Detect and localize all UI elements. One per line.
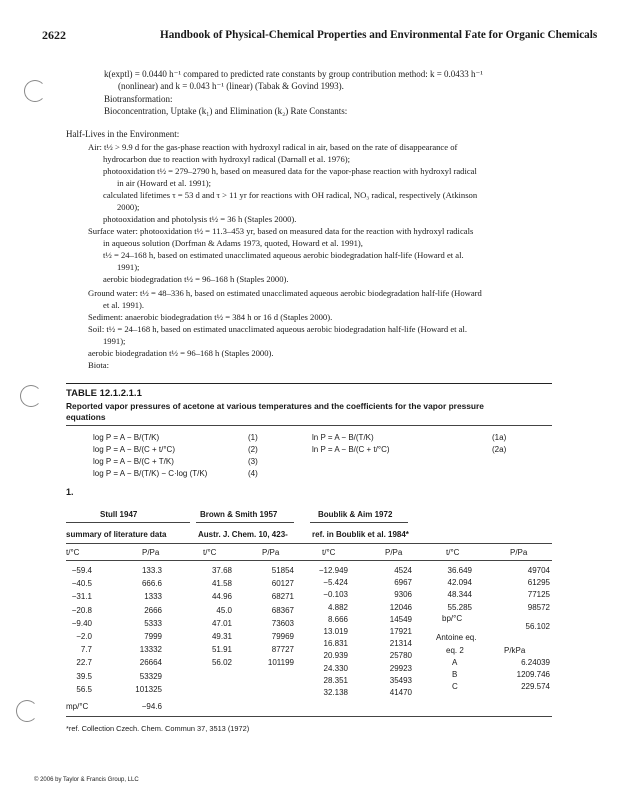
table-cell-t: 51.91 bbox=[211, 645, 232, 655]
table-cell-p: 5333 bbox=[144, 618, 162, 628]
equation-number: (1a) bbox=[492, 433, 507, 442]
half-life-line: in air (Howard et al. 1991); bbox=[117, 178, 212, 188]
table-cell-p: 61295 bbox=[527, 578, 550, 588]
table-cell-p: 51854 bbox=[271, 566, 294, 575]
table-cell-t: 56.5 bbox=[76, 684, 92, 694]
punch-hole-middle bbox=[20, 385, 42, 407]
antoine-coeff-name: A bbox=[452, 658, 458, 667]
half-life-line: photooxidation t½ = 279–2790 h, based on measured data for the vapor-phase reaction with hydroxyl radical bbox=[103, 166, 477, 176]
antoine-coeff-value: 6.24039 bbox=[521, 658, 550, 667]
table-cell-t: −59.4 bbox=[71, 566, 92, 575]
group-sub-boublik: ref. in Boublik et al. 1984* bbox=[312, 530, 409, 539]
group-rule bbox=[196, 522, 294, 523]
table-cell-p: 6967 bbox=[394, 578, 412, 588]
half-life-line: 2000); bbox=[117, 202, 140, 212]
group-sub-stull: summary of literature data bbox=[66, 530, 167, 539]
table-cell-p: 25780 bbox=[389, 651, 412, 661]
table-cell-p: 79969 bbox=[271, 632, 294, 641]
running-title: Handbook of Physical-Chemical Properties and Environmental Fate for Organic Chemicals bbox=[160, 29, 598, 41]
antoine-eq-label: eq. 2 bbox=[446, 646, 464, 655]
table-cell-t: 45.0 bbox=[216, 605, 232, 615]
group-author-stull: Stull 1947 bbox=[100, 510, 138, 519]
half-life-line: Air: t½ > 9.9 d for the gas-phase reaction with hydroxyl radical in air, based on the rate of disappearance of bbox=[88, 142, 458, 152]
col-header: P/Pa bbox=[385, 548, 403, 557]
half-life-line: Ground water: t½ = 48–336 h, based on estimated unacclimated aqueous aerobic biodegradation half-life (Howard bbox=[88, 288, 482, 298]
table-cell-t: 24.330 bbox=[323, 663, 348, 673]
table-cell-t: 41.58 bbox=[211, 579, 232, 589]
half-life-line: photooxidation and photolysis t½ = 36 h (Staples 2000). bbox=[103, 214, 297, 224]
table-cell-p: 60127 bbox=[271, 579, 294, 589]
equation-number: (2) bbox=[248, 445, 258, 454]
antoine-coeff-name: C bbox=[452, 682, 458, 691]
mp-value: −94.6 bbox=[141, 702, 162, 711]
table-cell-t: 8.666 bbox=[327, 614, 348, 624]
table-cell-p: 77125 bbox=[527, 590, 550, 600]
table-cell-t: 39.5 bbox=[76, 671, 92, 681]
table-cell-p: 13332 bbox=[139, 645, 162, 655]
section-number: 1. bbox=[66, 487, 74, 497]
table-cell-t: −40.5 bbox=[71, 579, 92, 589]
table-cell-t: −20.8 bbox=[71, 605, 92, 615]
col-header: t/°C bbox=[322, 548, 336, 557]
equation: log P = A − B/(T/K) bbox=[93, 433, 160, 442]
bp-value: 56.102 bbox=[525, 622, 550, 631]
table-cell-t: −5.424 bbox=[323, 578, 348, 588]
half-life-line: aerobic biodegradation t½ = 96–168 h (Staples 2000). bbox=[88, 348, 274, 358]
table-cell-p: 12046 bbox=[389, 602, 412, 612]
table-bottom-rule bbox=[66, 716, 552, 717]
table-cell-p: 666.6 bbox=[141, 579, 162, 589]
group-author-boublik: Boublik & Aim 1972 bbox=[318, 510, 393, 519]
punch-hole-bottom bbox=[16, 700, 38, 722]
punch-hole-top bbox=[24, 80, 46, 102]
table-top-rule bbox=[66, 383, 552, 384]
table-cell-p: 68271 bbox=[271, 592, 294, 602]
table-cell-p: 14549 bbox=[389, 614, 412, 624]
mp-label: mp/°C bbox=[66, 702, 89, 711]
table-cell-p: 101199 bbox=[267, 658, 294, 668]
half-life-line: t½ = 24–168 h, based on estimated unacclimated aqueous aerobic biodegradation half-life (Howard et al. bbox=[103, 250, 464, 260]
subheader-rule bbox=[66, 543, 552, 544]
equation: ln P = A − B/(C + t/°C) bbox=[312, 445, 390, 454]
equation: log P = A − B/(C + t/°C) bbox=[93, 445, 175, 454]
group-sub-brown: Austr. J. Chem. 10, 423- bbox=[198, 530, 288, 539]
table-cell-p: 98572 bbox=[527, 602, 550, 612]
biotransformation-label: Biotransformation: bbox=[104, 94, 173, 104]
table-cell-t: 44.96 bbox=[211, 592, 232, 602]
table-cell-t: 36.649 bbox=[447, 566, 472, 575]
table-cell-t: −9.40 bbox=[71, 618, 92, 628]
equation-number: (3) bbox=[248, 457, 258, 466]
table-cell-p: 35493 bbox=[389, 675, 412, 685]
table-cell-t: 56.02 bbox=[211, 658, 232, 668]
col-header: t/°C bbox=[203, 548, 217, 557]
kexptl-line-1: k(exptl) = 0.0440 h⁻¹ compared to predicted rate constants by group contribution method: k = 0.0433 h⁻¹ bbox=[104, 69, 483, 79]
table-cell-p: 2666 bbox=[144, 605, 162, 615]
table-cell-t: 4.882 bbox=[327, 602, 348, 612]
half-life-line: Surface water: photooxidation t½ = 11.3–453 yr, based on measured data for the reaction with hydroxyl radicals bbox=[88, 226, 474, 236]
col-header: P/Pa bbox=[262, 548, 280, 557]
equation: log P = A − B/(C + T/K) bbox=[93, 457, 174, 466]
table-cell-t: 55.285 bbox=[447, 602, 472, 612]
antoine-coeff-name: B bbox=[452, 670, 458, 679]
equation-number: (1) bbox=[248, 433, 258, 442]
bp-label: bp/°C bbox=[442, 614, 463, 623]
half-life-line: 1991); bbox=[117, 262, 140, 272]
table-cell-t: 7.7 bbox=[80, 645, 92, 655]
half-life-line: Sediment: anaerobic biodegradation t½ = 384 h or 16 d (Staples 2000). bbox=[88, 312, 333, 322]
table-cell-t: 47.01 bbox=[211, 618, 232, 628]
col-header: t/°C bbox=[66, 548, 80, 557]
table-label: TABLE 12.1.2.1.1 bbox=[66, 388, 142, 399]
table-cell-t: −31.1 bbox=[71, 592, 92, 602]
equation: log P = A − B/(T/K) − C·log (T/K) bbox=[93, 469, 208, 478]
table-cell-p: 101325 bbox=[135, 684, 162, 694]
equation-number: (2a) bbox=[492, 445, 507, 454]
table-cell-t: 16.831 bbox=[323, 639, 348, 649]
table-cell-t: 22.7 bbox=[76, 658, 92, 668]
header-rule bbox=[66, 560, 552, 561]
half-life-line: aerobic biodegradation t½ = 96–168 h (Staples 2000). bbox=[103, 274, 289, 284]
table-cell-p: 26664 bbox=[139, 658, 162, 668]
table-cell-p: 29923 bbox=[389, 663, 412, 673]
table-cell-p: 73603 bbox=[271, 618, 294, 628]
bioconcentration-label: Bioconcentration, Uptake (k₁) and Elimination (k₂) Rate Constants: bbox=[104, 106, 348, 116]
equation: ln P = A − B/(T/K) bbox=[312, 433, 374, 442]
half-life-line: in aqueous solution (Dorfman & Adams 1973, quoted, Howard et al. 1991), bbox=[103, 238, 363, 248]
table-cell-t: 37.68 bbox=[211, 566, 232, 575]
table-cell-t: 49.31 bbox=[211, 632, 232, 641]
table-cell-t: 32.138 bbox=[323, 688, 348, 697]
group-rule bbox=[66, 522, 190, 523]
half-life-line: 1991); bbox=[103, 336, 126, 346]
col-header: P/Pa bbox=[142, 548, 160, 557]
table-cell-p: 9306 bbox=[394, 590, 412, 600]
table-cell-p: 49704 bbox=[527, 566, 550, 575]
table-cell-p: 53329 bbox=[139, 671, 162, 681]
half-life-line: Soil: t½ = 24–168 h, based on estimated unacclimated aqueous aerobic biodegradation half-life (Howard et al. bbox=[88, 324, 468, 334]
table-cell-p: 1333 bbox=[144, 592, 162, 602]
table-cell-p: 17921 bbox=[389, 627, 412, 636]
half-life-line: calculated lifetimes τ = 53 d and τ > 11 yr for reactions with OH radical, NO₃ radical, respectively (Atkinson bbox=[103, 190, 478, 200]
caption-rule bbox=[66, 425, 552, 426]
copyright: © 2006 by Taylor & Francis Group, LLC bbox=[34, 777, 139, 783]
page-number: 2622 bbox=[42, 28, 66, 42]
table-cell-t: 13.019 bbox=[323, 627, 348, 636]
half-lives-heading: Half-Lives in the Environment: bbox=[66, 129, 180, 139]
half-life-line: hydrocarbon due to reaction with hydroxyl radical (Darnall et al. 1976); bbox=[103, 154, 350, 164]
antoine-coeff-value: 229.574 bbox=[521, 682, 550, 691]
table-cell-p: 87727 bbox=[271, 645, 294, 655]
antoine-unit: P/kPa bbox=[504, 646, 526, 655]
table-caption: Reported vapor pressures of acetone at various temperatures and the coefficients for the vapor pressure bbox=[66, 401, 484, 411]
table-cell-t: −0.103 bbox=[323, 590, 348, 600]
table-cell-t: 20.939 bbox=[323, 651, 348, 661]
equation-number: (4) bbox=[248, 469, 258, 478]
col-header: P/Pa bbox=[510, 548, 528, 557]
half-life-line: Biota: bbox=[88, 360, 110, 370]
table-cell-p: 4524 bbox=[394, 566, 412, 575]
table-cell-t: 42.094 bbox=[447, 578, 472, 588]
table-cell-p: 21314 bbox=[389, 639, 412, 649]
antoine-label: Antoine eq. bbox=[436, 633, 477, 642]
col-header: t/°C bbox=[446, 548, 460, 557]
half-life-line: et al. 1991). bbox=[103, 300, 145, 310]
antoine-coeff-value: 1209.746 bbox=[516, 670, 550, 679]
table-cell-p: 133.3 bbox=[141, 566, 162, 575]
table-cell-t: 28.351 bbox=[323, 675, 348, 685]
group-rule bbox=[310, 522, 408, 523]
table-cell-p: 68367 bbox=[271, 605, 294, 615]
table-caption: equations bbox=[66, 412, 106, 422]
table-cell-t: −12.949 bbox=[318, 566, 348, 575]
kexptl-line-2: (nonlinear) and k = 0.043 h⁻¹ (linear) (Tabak & Govind 1993). bbox=[118, 81, 344, 91]
group-author-brown: Brown & Smith 1957 bbox=[200, 510, 278, 519]
table-cell-t: 48.344 bbox=[447, 590, 472, 600]
table-cell-t: −2.0 bbox=[76, 632, 92, 641]
table-cell-p: 41470 bbox=[389, 688, 412, 697]
table-cell-p: 7999 bbox=[144, 632, 162, 641]
table-footnote: *ref. Collection Czech. Chem. Commun 37, 3513 (1972) bbox=[66, 724, 250, 733]
